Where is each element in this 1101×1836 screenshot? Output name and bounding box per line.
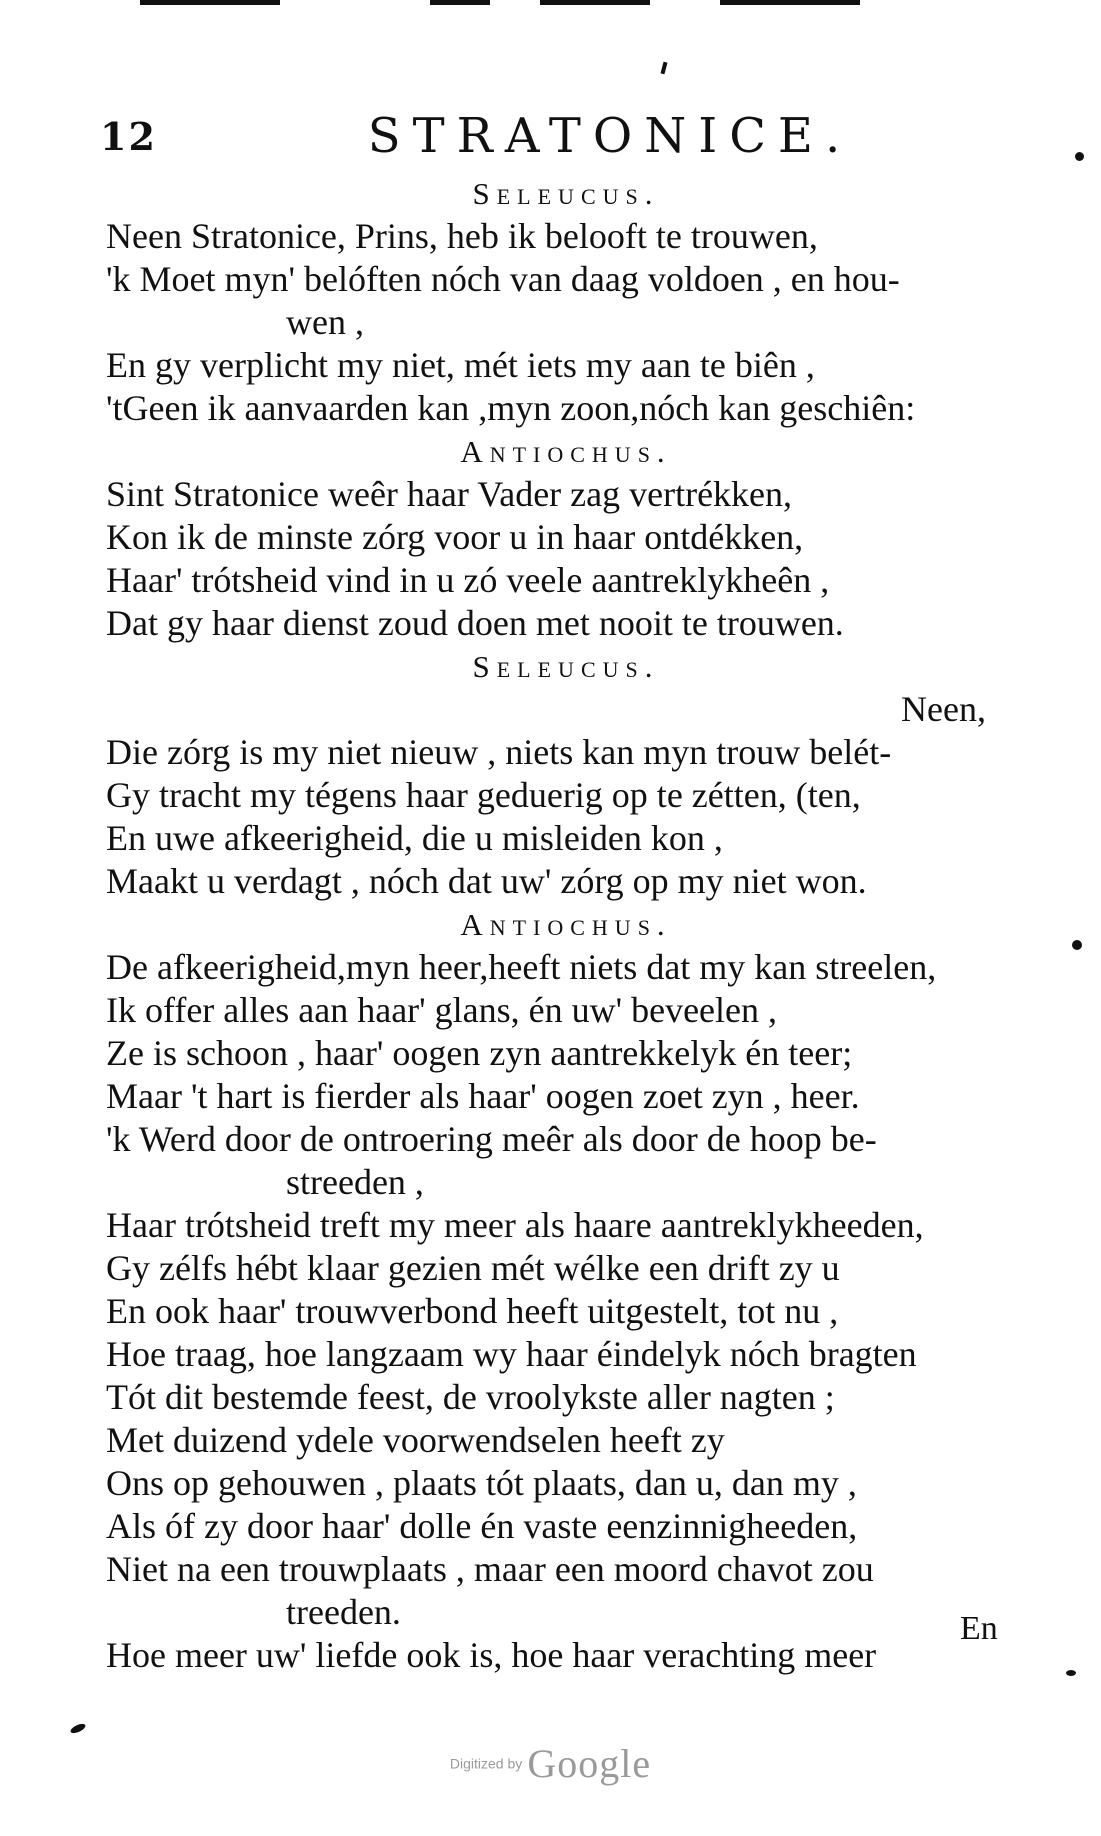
- digitized-by-text: Digitized by: [449, 1755, 523, 1772]
- verse-line: 'k Werd door de ontroering meêr als door de hoop be-: [106, 1119, 877, 1159]
- digitization-watermark: [0, 1740, 1101, 1787]
- verse-line: Tót dit bestemde feest, de vroolykste aller nagten ;: [106, 1377, 835, 1417]
- verse-line: treeden.: [286, 1592, 401, 1632]
- verse-line: Als óf zy door haar' dolle én vaste eenzinnigheeden,: [106, 1506, 858, 1546]
- ink-speck: [1066, 1670, 1076, 1676]
- verse-line: Hoe traag, hoe langzaam wy haar éindelyk nóch bragten: [106, 1334, 917, 1374]
- verse-line: 'k Moet myn' belóften nóch van daag voldoen , en hou-: [106, 259, 900, 299]
- verse-text: [106, 172, 1026, 1677]
- verse-line: Gy tracht my tégens haar geduerig op te zétten, (ten,: [106, 775, 861, 815]
- verse-line: En uwe afkeerigheid, die u misleiden kon ,: [106, 818, 723, 858]
- verse-line: Dat gy haar dienst zoud doen met nooit te trouwen.: [106, 603, 844, 643]
- speaker-name: Seleucus.: [472, 649, 660, 684]
- speaker-name: Antiochus.: [460, 907, 672, 942]
- verse-line: Sint Stratonice weêr haar Vader zag vertrékken,: [106, 474, 793, 514]
- verse-line: Ons op gehouwen , plaats tót plaats, dan u, dan my ,: [106, 1463, 857, 1503]
- verse-line: Haar trótsheid treft my meer als haare aantreklykheeden,: [106, 1205, 924, 1245]
- ink-speck: [661, 62, 668, 75]
- verse-line: De afkeerigheid,myn heer,heeft niets dat my kan streelen,: [106, 947, 937, 987]
- verse-line: Met duizend ydele voorwendselen heeft zy: [106, 1420, 725, 1460]
- top-edge-marks: [0, 0, 1101, 14]
- verse-line: En gy verplicht my niet, mét iets my aan te biên ,: [106, 345, 815, 385]
- verse-line: 'tGeen ik aanvaarden kan ,myn zoon,nóch kan geschiên:: [106, 388, 916, 428]
- verse-line: Ze is schoon , haar' oogen zyn aantrekkelyk én teer;: [106, 1033, 853, 1073]
- verse-line: En ook haar' trouwverbond heeft uitgestelt, tot nu ,: [106, 1291, 839, 1331]
- verse-line: Gy zélfs hébt klaar gezien mét wélke een drift zy u: [106, 1248, 840, 1288]
- page-header: [100, 108, 1000, 168]
- page-number: 12: [100, 114, 157, 159]
- google-logo: Google: [527, 1741, 652, 1786]
- verse-line: Neen,: [901, 689, 986, 729]
- ink-speck: [1075, 152, 1084, 161]
- verse-line: Haar' trótsheid vind in u zó veele aantreklykheên ,: [106, 560, 830, 600]
- verse-line: Ik offer alles aan haar' glans, én uw' beveelen ,: [106, 990, 778, 1030]
- speaker-name: Seleucus.: [472, 176, 660, 211]
- verse-line: Niet na een trouwplaats , maar een moord chavot zou: [106, 1549, 874, 1589]
- catchword: En: [960, 1610, 998, 1647]
- verse-line: Maar 't hart is fierder als haar' oogen zoet zyn , heer.: [106, 1076, 860, 1116]
- verse-line: wen ,: [286, 302, 364, 342]
- verse-line: Maakt u verdagt , nóch dat uw' zórg op my niet won.: [106, 861, 867, 901]
- ink-speck: [1072, 940, 1082, 950]
- running-title: STRATONICE.: [367, 108, 853, 164]
- verse-line: Hoe meer uw' liefde ook is, hoe haar verachting meer: [106, 1635, 877, 1675]
- verse-line: Kon ik de minste zórg voor u in haar ontdékken,: [106, 517, 804, 557]
- verse-line: streeden ,: [286, 1162, 424, 1202]
- ink-speck: [69, 1722, 86, 1735]
- verse-line: Neen Stratonice, Prins, heb ik belooft te trouwen,: [106, 216, 818, 256]
- verse-line: Die zórg is my niet nieuw , niets kan myn trouw belét-: [106, 732, 892, 772]
- speaker-name: Antiochus.: [460, 434, 672, 469]
